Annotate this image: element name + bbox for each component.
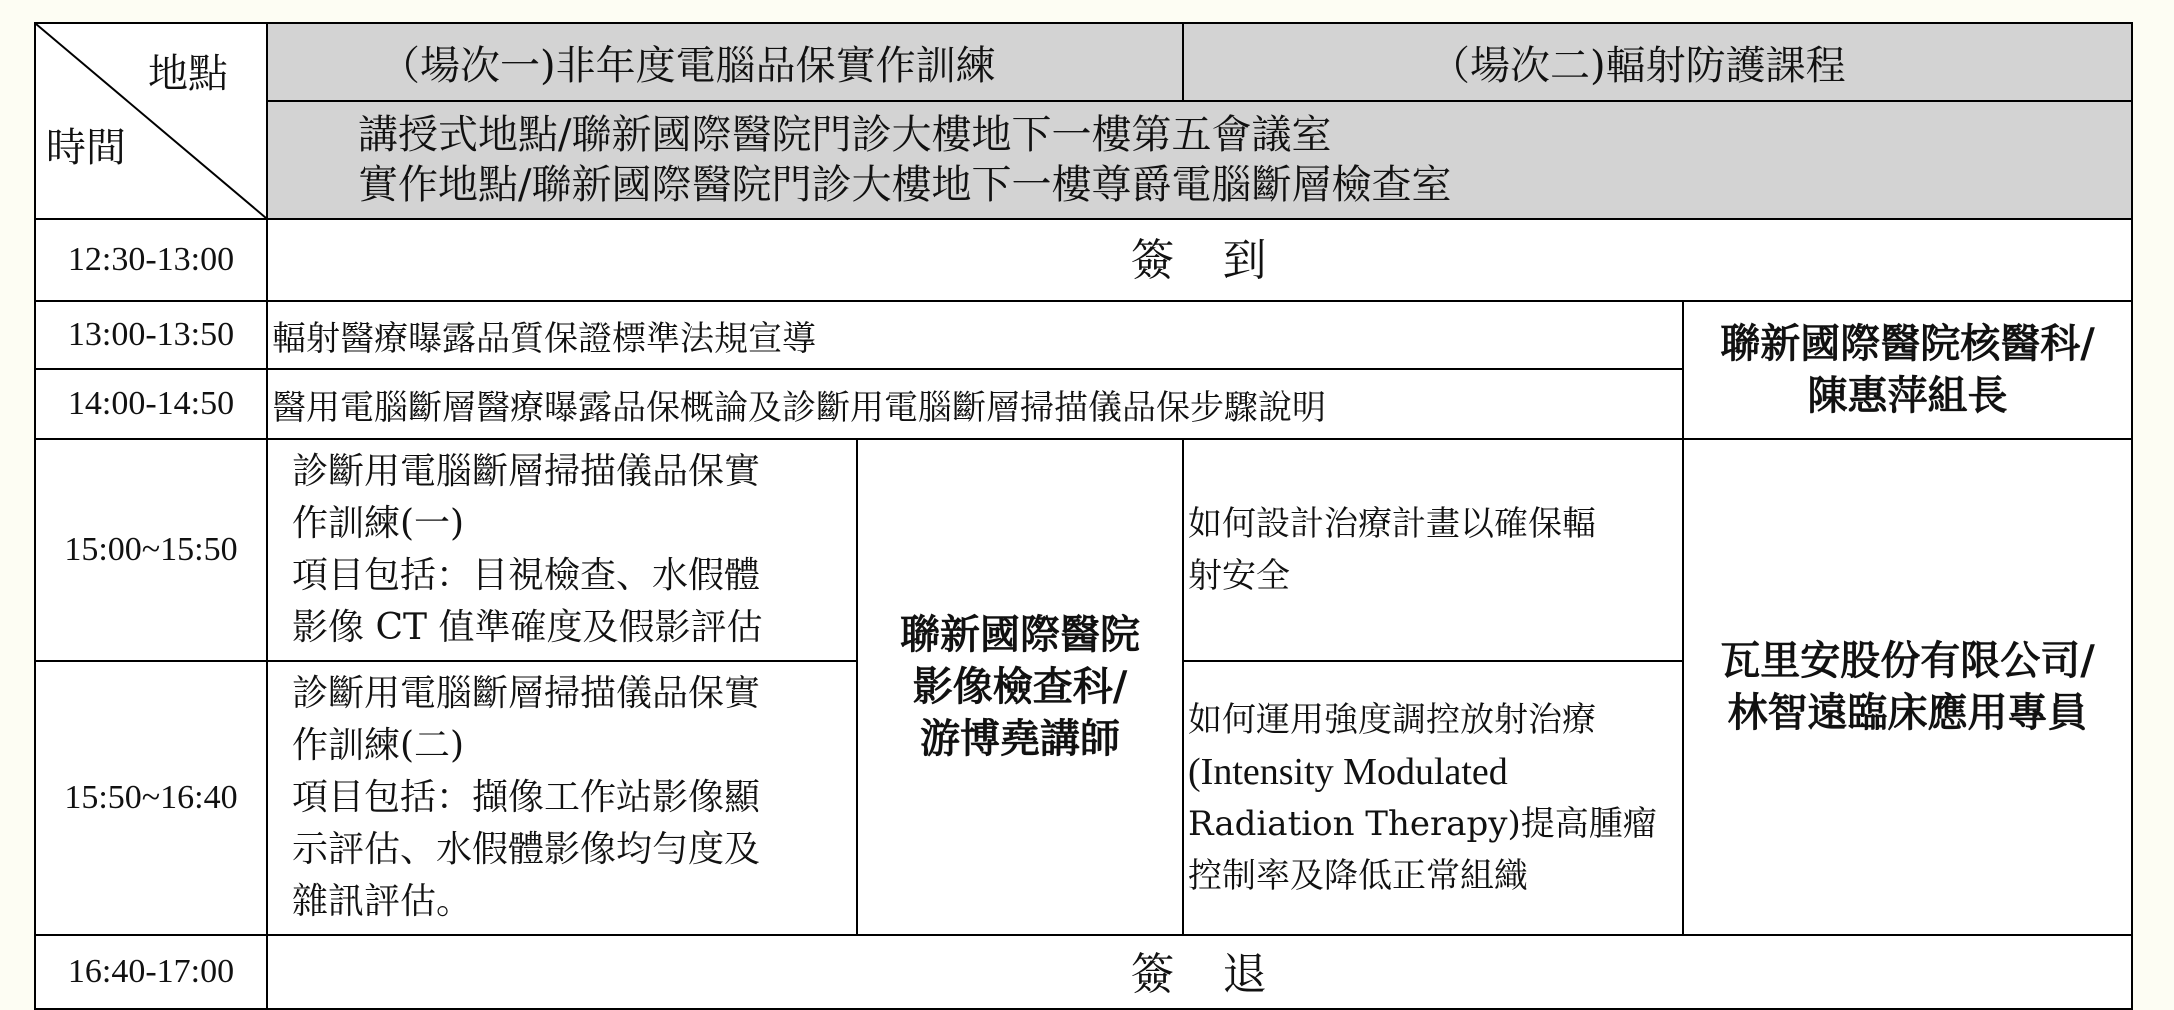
topic1-line2: 射安全: [1188, 556, 1291, 596]
session1-title: （場次一)非年度電腦品保實作訓練: [267, 23, 1183, 101]
module-training-1: [267, 439, 857, 661]
speaker3-line1: 瓦里安股份有限公司/: [1720, 637, 2095, 684]
time-row-1: 13:00-13:50: [35, 301, 267, 369]
topic-treatment-planning: [1183, 439, 1683, 661]
venue-lecture: 講授式地點/聯新國際醫院門診大樓地下一樓第五會議室: [358, 112, 1332, 158]
speaker3-line2: 林智遠臨床應用專員: [1727, 689, 2088, 736]
module2-line3: 項目包括：擷像工作站影像顯: [292, 777, 761, 818]
corner-header-cell: [35, 23, 267, 219]
module1-line2: 作訓練(一): [292, 503, 465, 544]
venue-practice: 實作地點/聯新國際醫院門診大樓地下一樓尊爵電腦斷層檢查室: [358, 162, 1452, 208]
venue-cell: [267, 101, 2132, 219]
module2-line4: 示評估、水假體影像均勻度及: [292, 829, 761, 870]
header-row-venues: [35, 101, 2132, 219]
time-checkin: 12:30-13:00: [35, 219, 267, 301]
topic-imrt: [1183, 661, 1683, 935]
time-header-label: 時間: [46, 125, 126, 171]
speaker-varian: [1683, 439, 2132, 935]
speaker-imaging: [857, 439, 1183, 935]
topic-row-2: 醫用電腦斷層醫療曝露品保概論及診斷用電腦斷層掃描儀品保步驟說明: [267, 369, 1683, 439]
speaker1-line2: 陳惠萍組長: [1807, 372, 2008, 419]
topic-row-1: 輻射醫療曝露品質保證標準法規宣導: [267, 301, 1683, 369]
speaker2-line2: 影像檢查科/: [912, 663, 1128, 710]
session2-title: （場次二)輻射防護課程: [1183, 23, 2132, 101]
module1-line3: 項目包括：目視檢查、水假體: [292, 555, 761, 596]
speaker2-line1: 聯新國際醫院: [900, 611, 1140, 658]
topic2-line1: 如何運用強度調控放射治療: [1188, 700, 1597, 740]
speaker2-line3: 游博堯講師: [920, 715, 1120, 762]
checkin-label: 簽 到: [267, 219, 2132, 301]
header-row-titles: [35, 23, 2132, 101]
schedule-table: [34, 22, 2133, 1010]
time-row-4: 15:50~16:40: [35, 661, 267, 935]
row-1: [35, 301, 2132, 369]
module2-line5: 雜訊評估。: [292, 881, 473, 922]
topic2-line4: 控制率及降低正常組織: [1188, 856, 1529, 896]
module2-line1: 診斷用電腦斷層掃描儀品保實: [292, 673, 761, 714]
time-row-2: 14:00-14:50: [35, 369, 267, 439]
speaker-nuclear-medicine: [1683, 301, 2132, 439]
module1-line4: 影像 CT 值準確度及假影評估: [292, 607, 763, 648]
row-3: [35, 439, 2132, 661]
speaker1-line1: 聯新國際醫院核醫科/: [1720, 320, 2095, 367]
module-training-2: [267, 661, 857, 935]
module1-line1: 診斷用電腦斷層掃描儀品保實: [292, 451, 761, 492]
row-checkout: [35, 935, 2132, 1009]
checkout-label: 簽 退: [267, 935, 2132, 1009]
topic1-line1: 如何設計治療計畫以確保輻: [1188, 504, 1597, 544]
time-row-3: 15:00~15:50: [35, 439, 267, 661]
topic2-line3: Radiation Therapy)提高腫瘤: [1188, 804, 1657, 844]
topic2-line2: (Intensity Modulated: [1188, 751, 1508, 793]
time-checkout: 16:40-17:00: [35, 935, 267, 1009]
location-header-label: 地點: [148, 51, 228, 97]
module2-line2: 作訓練(二): [292, 725, 465, 766]
row-checkin: [35, 219, 2132, 301]
